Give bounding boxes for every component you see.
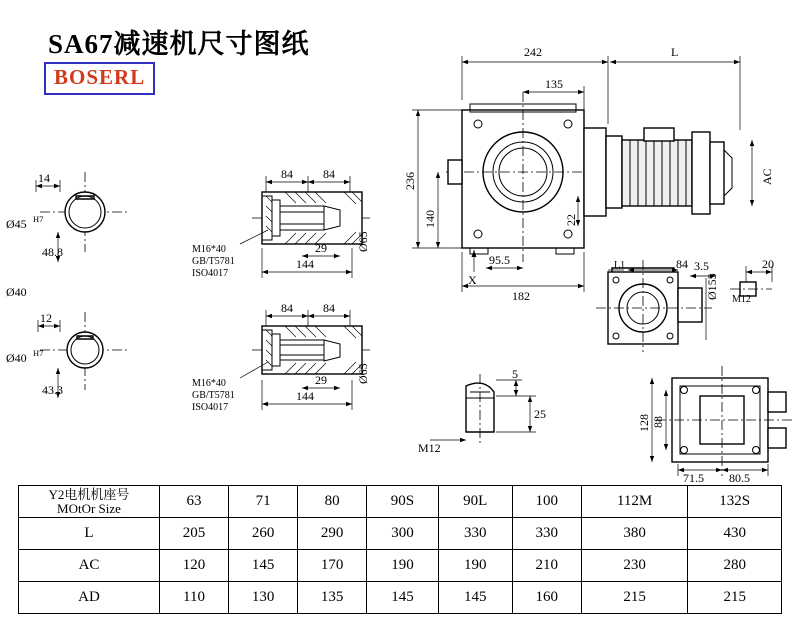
cell-AD-6: 215 xyxy=(581,582,688,614)
label-bolt2b: GB/T5781 xyxy=(192,390,235,401)
cell-AD-3: 145 xyxy=(367,582,439,614)
cell-L-5: 330 xyxy=(512,518,581,550)
label-d40-sup: H7 xyxy=(33,348,44,358)
label-182: 182 xyxy=(512,289,530,303)
label-d65: Ø65 xyxy=(356,231,370,252)
cell-AD-5: 160 xyxy=(512,582,581,614)
label-L1: L1 xyxy=(614,260,626,271)
label-bolt2: GB/T5781 xyxy=(192,256,235,267)
label-433: 43.3 xyxy=(42,383,63,397)
label-bolt1b: M16*40 xyxy=(192,378,226,389)
label-d65b: Ø65 xyxy=(356,363,370,384)
label-bolt1: M16*40 xyxy=(192,244,226,255)
table-col-1: 71 xyxy=(229,486,298,518)
label-955: 95.5 xyxy=(489,253,510,267)
cell-L-1: 260 xyxy=(229,518,298,550)
label-AC: AC xyxy=(760,168,774,185)
page-title: SA67减速机尺寸图纸 xyxy=(48,29,310,59)
row-label-AC: AC xyxy=(19,550,160,582)
label-d45: Ø45 xyxy=(6,217,27,231)
label-key12: 12 xyxy=(40,311,52,325)
cell-AC-5: 210 xyxy=(512,550,581,582)
label-29b: 29 xyxy=(315,373,327,387)
cell-AC-0: 120 xyxy=(160,550,229,582)
table-header-label xyxy=(19,486,160,518)
label-84a: 84 xyxy=(281,167,293,181)
cell-AD-1: 130 xyxy=(229,582,298,614)
dimension-table xyxy=(18,485,782,614)
label-144: 144 xyxy=(296,257,314,271)
label-d40: Ø40 xyxy=(6,351,27,365)
label-84c: 84 xyxy=(281,301,293,315)
label-25: 25 xyxy=(534,407,546,421)
label-bolt3b: ISO4017 xyxy=(192,402,229,413)
label-715: 71.5 xyxy=(683,471,704,485)
cell-L-2: 290 xyxy=(298,518,367,550)
label-d45-sup: H7 xyxy=(33,214,44,224)
label-88: 88 xyxy=(651,416,665,428)
label-20: 20 xyxy=(762,257,774,271)
cell-AC-1: 145 xyxy=(229,550,298,582)
cell-L-4: 330 xyxy=(438,518,512,550)
label-L: L xyxy=(671,45,679,59)
table-header-row xyxy=(19,486,782,518)
label-140: 140 xyxy=(423,210,437,228)
flange-side-view xyxy=(596,260,772,352)
label-M12b: M12 xyxy=(418,441,441,455)
base-plan-view xyxy=(650,366,792,476)
cell-L-7: 430 xyxy=(688,518,782,550)
logo-text: BOSERL xyxy=(54,65,146,89)
cell-AD-7: 215 xyxy=(688,582,782,614)
table-col-4: 90L xyxy=(438,486,512,518)
label-242: 242 xyxy=(524,45,542,59)
label-22: 22 xyxy=(564,214,578,226)
table-col-3: 90S xyxy=(367,486,439,518)
label-35: 3.5 xyxy=(694,259,709,273)
label-d155: Ø155 xyxy=(705,273,719,300)
label-key14: 14 xyxy=(38,171,50,185)
table-col-6: 112M xyxy=(581,486,688,518)
label-84e: 84 xyxy=(676,257,688,271)
table-col-2: 80 xyxy=(298,486,367,518)
table-header-line2: MOtOr Size xyxy=(57,500,121,516)
label-bolt3: ISO4017 xyxy=(192,268,229,279)
label-84b: 84 xyxy=(323,167,335,181)
label-135: 135 xyxy=(545,77,563,91)
row-label-L: L xyxy=(19,518,160,550)
label-29: 29 xyxy=(315,241,327,255)
cell-AD-0: 110 xyxy=(160,582,229,614)
label-236: 236 xyxy=(403,172,417,190)
label-d40-plain: Ø40 xyxy=(6,285,27,299)
cell-AD-4: 145 xyxy=(438,582,512,614)
label-X: X xyxy=(468,273,477,287)
table-col-7: 132S xyxy=(688,486,782,518)
cell-AC-6: 230 xyxy=(581,550,688,582)
bolt-detail xyxy=(430,374,536,444)
cell-AC-4: 190 xyxy=(438,550,512,582)
main-gearbox-view xyxy=(412,56,754,292)
cell-AD-2: 135 xyxy=(298,582,367,614)
label-M12a: M12 xyxy=(732,294,751,305)
table-col-5: 100 xyxy=(512,486,581,518)
table-row xyxy=(19,550,782,582)
cell-AC-2: 170 xyxy=(298,550,367,582)
table-header-line1: Y2电机机座号 xyxy=(48,486,130,502)
table-row xyxy=(19,582,782,614)
label-488: 48.8 xyxy=(42,245,63,259)
table-col-0: 63 xyxy=(160,486,229,518)
cell-L-3: 300 xyxy=(367,518,439,550)
label-128: 128 xyxy=(637,414,651,432)
cell-L-0: 205 xyxy=(160,518,229,550)
label-144b: 144 xyxy=(296,389,314,403)
cell-L-6: 380 xyxy=(581,518,688,550)
label-5: 5 xyxy=(512,367,518,381)
label-805: 80.5 xyxy=(729,471,750,485)
cell-AC-7: 280 xyxy=(688,550,782,582)
label-84d: 84 xyxy=(323,301,335,315)
cell-AC-3: 190 xyxy=(367,550,439,582)
row-label-AD: AD xyxy=(19,582,160,614)
table-row xyxy=(19,518,782,550)
